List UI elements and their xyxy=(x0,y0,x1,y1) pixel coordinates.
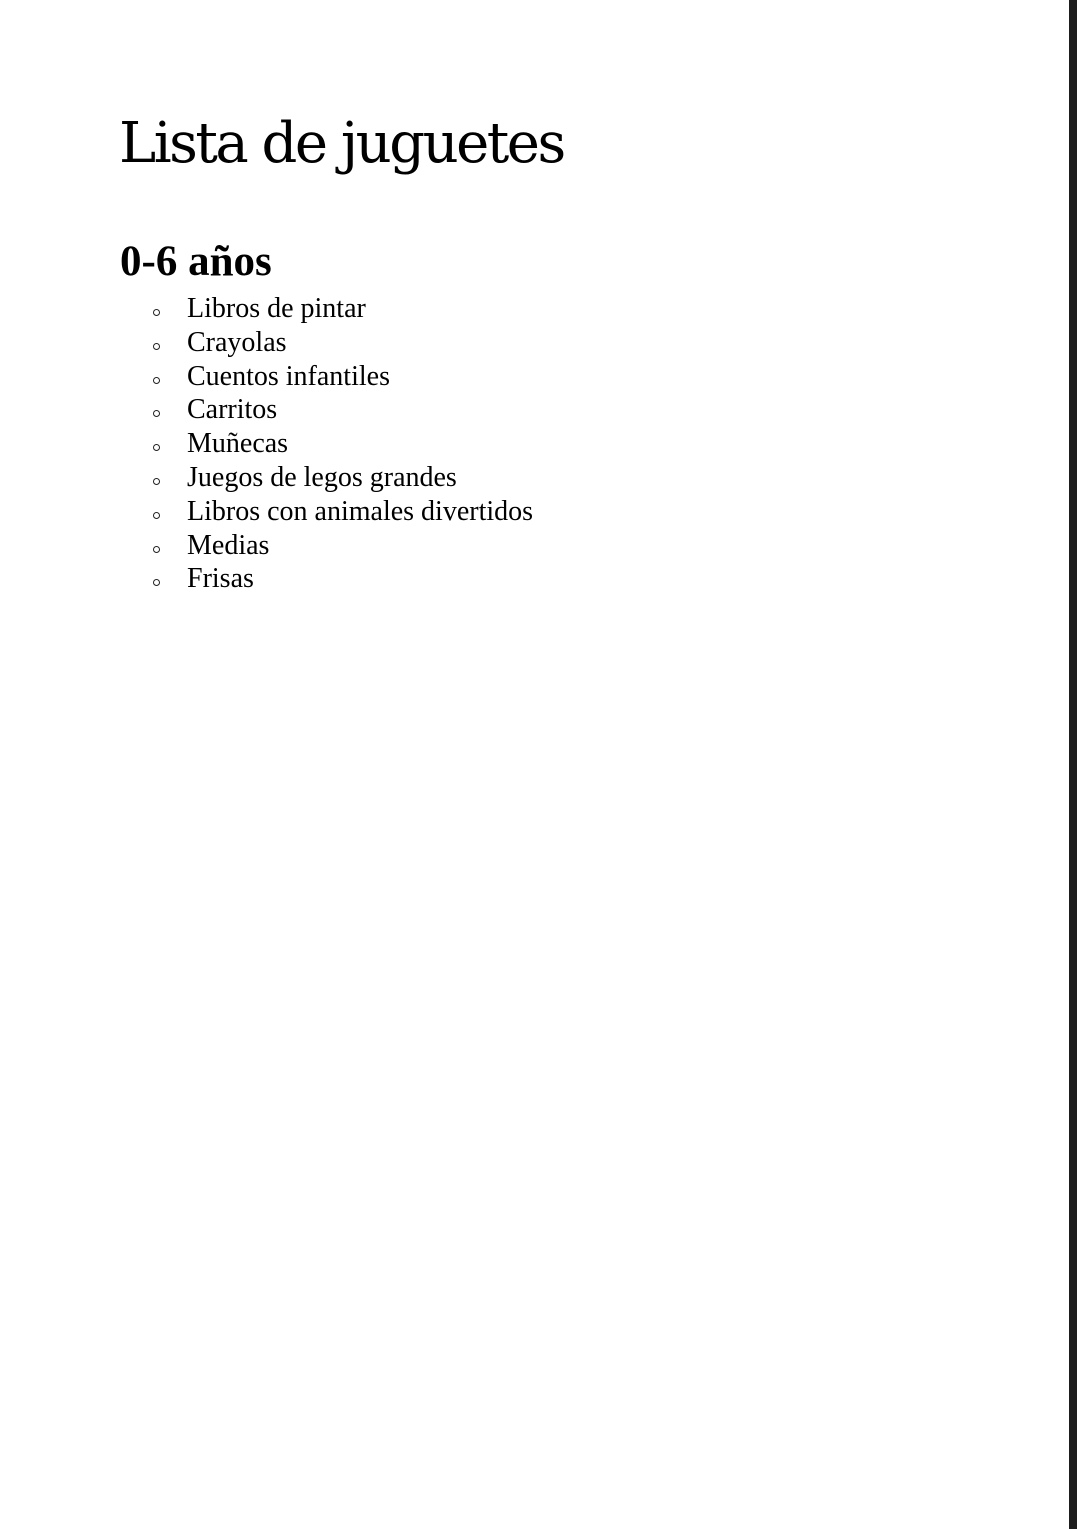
list-item-label: Juegos de legos grandes xyxy=(187,461,457,493)
hollow-circle-bullet-icon xyxy=(153,546,160,553)
hollow-circle-bullet-icon xyxy=(153,343,160,350)
section-heading: 0-6 años xyxy=(120,238,272,285)
hollow-circle-bullet-icon xyxy=(153,512,160,519)
hollow-circle-bullet-icon xyxy=(153,478,160,485)
list-item-label: Carritos xyxy=(187,394,278,426)
hollow-circle-bullet-icon xyxy=(153,377,160,384)
page-edge-scrollbar[interactable] xyxy=(1069,0,1077,1529)
list-item-label: Muñecas xyxy=(187,428,289,460)
list-item-label: Frisas xyxy=(187,563,254,595)
hollow-circle-bullet-icon xyxy=(153,410,160,417)
hollow-circle-bullet-icon xyxy=(153,579,160,586)
list-item-label: Medias xyxy=(187,529,270,561)
list-item-label: Libros con animales divertidos xyxy=(187,495,534,527)
hollow-circle-bullet-icon xyxy=(153,309,160,316)
list-item-label: Crayolas xyxy=(187,326,287,358)
list-item-label: Libros de pintar xyxy=(187,293,366,324)
hollow-circle-bullet-icon xyxy=(153,444,160,451)
list-item-label: Cuentos infantiles xyxy=(187,360,390,392)
document-title: Lista de juguetes xyxy=(119,111,564,176)
